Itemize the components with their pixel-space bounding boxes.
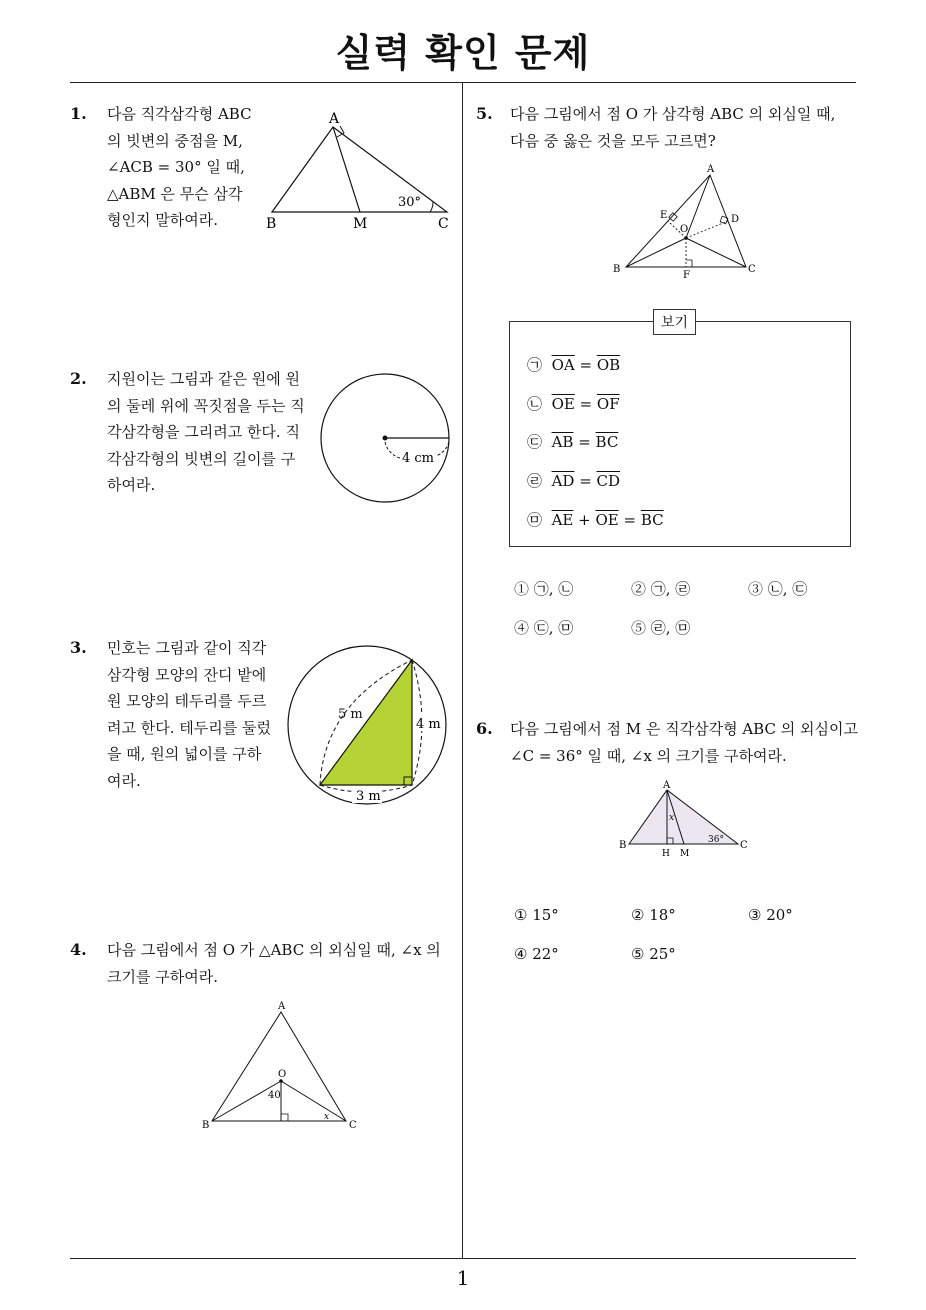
bogi-lhs: $\overline{AE}$ bbox=[551, 511, 574, 529]
q2-line: 의 둘레 위에 꼭짓점을 두는 직 bbox=[107, 396, 305, 415]
top-rule bbox=[70, 82, 856, 83]
bogi-op: = bbox=[574, 395, 597, 413]
q3-number: 3. bbox=[70, 638, 87, 657]
q4-label-c: C bbox=[349, 1120, 357, 1131]
bogi-title: 보기 bbox=[653, 309, 696, 335]
q3-lawn-figure bbox=[284, 643, 450, 809]
q6-angle-label: 36° bbox=[708, 835, 724, 845]
q5-label-b: B bbox=[613, 264, 621, 275]
q2-line: 지원이는 그림과 같은 원에 원 bbox=[107, 370, 300, 388]
page-title: 실력 확인 문제 bbox=[335, 31, 591, 75]
q4-label-a: A bbox=[278, 1001, 286, 1012]
q6-x-label: x bbox=[669, 813, 675, 823]
q1-line: ∠ACB = 30° 일 때, bbox=[107, 158, 245, 176]
q2-line: 각삼각형의 빗변의 길이를 구 bbox=[107, 449, 296, 468]
q6-label-c: C bbox=[740, 840, 748, 851]
q5-triangle-figure bbox=[608, 160, 768, 284]
q4-label-b: B bbox=[202, 1120, 210, 1131]
bogi-lhs: $\overline{OA}$ bbox=[551, 356, 575, 374]
q4-line: 크기를 구하여라. bbox=[107, 967, 218, 986]
q1-label-c: C bbox=[438, 216, 449, 232]
q6-label-a: A bbox=[663, 780, 671, 791]
q4-triangle-figure bbox=[198, 998, 368, 1134]
q6-line: ∠C = 36° 일 때, ∠x 의 크기를 구하여라. bbox=[510, 746, 787, 765]
bogi-op: = bbox=[573, 433, 596, 451]
q6-number: 6. bbox=[476, 719, 493, 738]
q5-choice-4[interactable]: ④ ㉢, ㉤ bbox=[514, 619, 574, 637]
bogi-item bbox=[527, 509, 664, 530]
bogi-op: = bbox=[574, 472, 597, 490]
bogi-lhs: $\overline{AB}$ bbox=[551, 433, 574, 451]
q3-line: 여라. bbox=[107, 771, 141, 790]
q1-text bbox=[107, 101, 252, 234]
bogi-lhs: $\overline{OE}$ bbox=[551, 395, 575, 413]
bogi-item bbox=[527, 470, 620, 491]
q1-label-a: A bbox=[329, 111, 340, 127]
q6-label-b: B bbox=[619, 840, 627, 851]
q6-label-h: H bbox=[662, 849, 670, 858]
bogi-mark: ㉡ bbox=[527, 395, 543, 413]
q1-line: 다음 직각삼각형 ABC bbox=[107, 105, 252, 123]
q3-line: 민호는 그림과 같이 직각 bbox=[107, 639, 267, 657]
q4-line: 다음 그림에서 점 O 가 △ABC 의 외심일 때, ∠x 의 bbox=[107, 941, 441, 959]
q6-label-m: M bbox=[680, 849, 690, 858]
q5-label-f: F bbox=[683, 270, 690, 281]
q4-text bbox=[107, 937, 441, 990]
q5-choice-2[interactable]: ② ㉠, ㉣ bbox=[631, 580, 691, 598]
q5-choice-5[interactable]: ⑤ ㉣, ㉤ bbox=[631, 619, 691, 637]
q1-angle-label: 30° bbox=[398, 195, 422, 210]
q5-label-c: C bbox=[748, 264, 756, 275]
bogi-op: + bbox=[573, 511, 596, 529]
column-divider bbox=[462, 83, 463, 1258]
q5-choice-3[interactable]: ③ ㉡, ㉢ bbox=[748, 580, 808, 598]
q4-label-o: O bbox=[278, 1069, 287, 1080]
q3-height-label: 4 m bbox=[416, 717, 441, 732]
q4-angle-label: 40 bbox=[268, 1090, 281, 1101]
q5-number: 5. bbox=[476, 104, 493, 123]
q3-line: 원 모양의 테두리를 두르 bbox=[107, 692, 267, 710]
bogi-rhs: $\overline{OB}$ bbox=[596, 356, 621, 374]
q5-line: 다음 그림에서 점 O 가 삼각형 ABC 의 외심일 때, bbox=[510, 105, 836, 123]
q5-text bbox=[510, 101, 835, 154]
q5-label-a: A bbox=[707, 164, 715, 175]
q1-triangle-figure bbox=[262, 105, 462, 235]
bogi-mark: ㉢ bbox=[527, 433, 543, 451]
q6-choice-5[interactable]: ⑤ 25° bbox=[631, 945, 676, 963]
q2-line: 각삼각형을 그리려고 한다. 직 bbox=[107, 423, 300, 441]
q5-line: 다음 중 옳은 것을 모두 고르면? bbox=[510, 131, 716, 150]
bogi-item bbox=[527, 431, 618, 452]
q6-text bbox=[510, 716, 858, 769]
q3-base-label: 3 m bbox=[356, 789, 381, 804]
q6-choice-4[interactable]: ④ 22° bbox=[514, 945, 559, 963]
q1-line: △ABM 은 무슨 삼각 bbox=[107, 184, 243, 203]
q5-label-d: D bbox=[731, 214, 740, 225]
q2-radius-label: 4 cm bbox=[402, 451, 435, 466]
q6-line: 다음 그림에서 점 M 은 직각삼각형 ABC 의 외심이고 bbox=[510, 720, 858, 738]
bogi-item bbox=[527, 354, 620, 375]
q2-number: 2. bbox=[70, 369, 87, 388]
bogi-op: = bbox=[574, 356, 597, 374]
q5-choice-1[interactable]: ① ㉠, ㉡ bbox=[514, 580, 574, 598]
q3-text bbox=[107, 635, 271, 794]
lawn-triangle bbox=[320, 660, 412, 785]
bogi-lhs: $\overline{AD}$ bbox=[551, 472, 575, 490]
bogi-rhs: $\overline{OF}$ bbox=[596, 395, 620, 413]
q6-choice-2[interactable]: ② 18° bbox=[631, 906, 676, 924]
q5-label-o: O bbox=[680, 224, 689, 235]
q3-line: 을 때, 원의 넓이를 구하 bbox=[107, 745, 262, 763]
q1-number: 1. bbox=[70, 104, 87, 123]
q3-line: 려고 한다. 테두리를 둘렀 bbox=[107, 718, 271, 737]
q1-line: 의 빗변의 중점을 M, bbox=[107, 131, 243, 150]
q3-hyp-label: 5 m bbox=[338, 707, 363, 722]
bogi-rhs: $\overline{CD}$ bbox=[596, 472, 621, 490]
q5-label-e: E bbox=[660, 210, 668, 221]
q2-circle-figure bbox=[318, 372, 454, 508]
bogi-rhs: $\overline{BC}$ bbox=[595, 433, 619, 451]
q1-line: 형인지 말하여라. bbox=[107, 211, 218, 229]
q6-choice-3[interactable]: ③ 20° bbox=[748, 906, 793, 924]
page-number: 1 bbox=[456, 1266, 470, 1290]
bogi-mark: ㉤ bbox=[527, 511, 543, 529]
bogi-item bbox=[527, 393, 620, 414]
q4-number: 4. bbox=[70, 940, 87, 959]
bogi-mid: $\overline{OE}$ bbox=[595, 511, 619, 529]
q6-choice-1[interactable]: ① 15° bbox=[514, 906, 559, 924]
q2-line: 하여라. bbox=[107, 476, 156, 494]
bottom-rule bbox=[70, 1258, 856, 1259]
q4-x-label: x bbox=[324, 1112, 330, 1122]
q1-label-m: M bbox=[353, 216, 368, 232]
bogi-mark: ㉠ bbox=[527, 356, 543, 374]
q2-text bbox=[107, 366, 305, 499]
q3-line: 삼각형 모양의 잔디 밭에 bbox=[107, 665, 267, 684]
bogi-mark: ㉣ bbox=[527, 472, 543, 490]
q6-triangle-figure bbox=[616, 778, 756, 858]
bogi-op: = bbox=[618, 511, 641, 529]
q1-label-b: B bbox=[266, 216, 277, 232]
bogi-rhs: $\overline{BC}$ bbox=[640, 511, 664, 529]
